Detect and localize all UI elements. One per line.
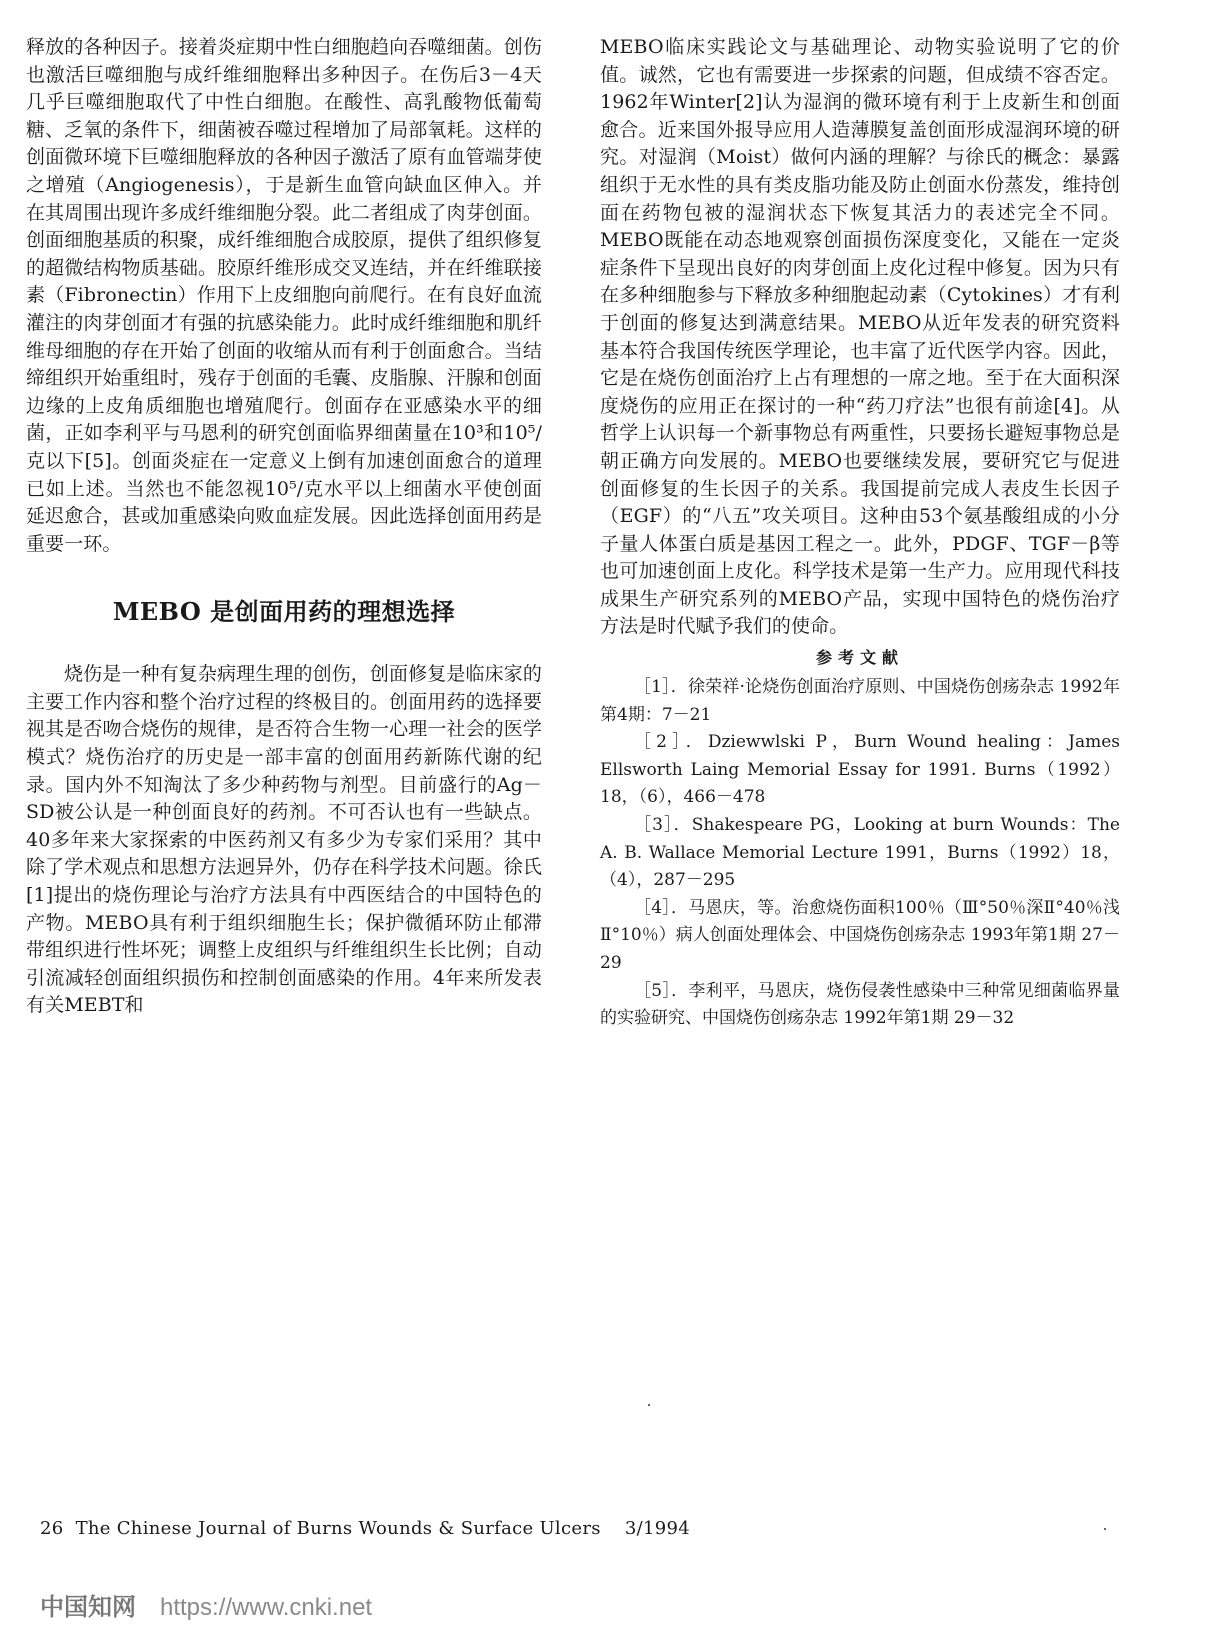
cnki-watermark [40,1587,372,1622]
issue-number: 3/1994 [624,1518,691,1539]
reference-item: ［3］．Shakespeare PG，Looking at burn Wounds：The A. B. Wallace Memorial Lecture 1991，Burns（1992）18，（4），287－295 [600,815,1120,891]
section-heading: MEBO 是创面用药的理想选择 [112,597,456,627]
watermark-brand: 中国知网 [40,1594,136,1621]
journal-name: The Chinese Journal of Burns Wounds & Surface Ulcers [75,1518,601,1539]
right-column [600,34,1120,1033]
left-column [26,34,542,1020]
scan-speck [648,1404,650,1406]
page-footer [40,1518,690,1539]
body-paragraph: 释放的各种因子。接着炎症期中性白细胞趋向吞噬细菌。创伤也激活巨噬细胞与成纤维细胞释出多种因子。在伤后3－4天几乎巨噬细胞取代了中性白细胞。在酸性、高乳酸物低葡萄糖、乏氧的条件下，细菌被吞噬过程增加了局部氧耗。这样的创面微环境下巨噬细胞释放的各种因子激活了原有血管端芽使之增殖（Angiogenesis），于是新生血管向缺血区伸入。并在其周围出现许多成纤维细胞分裂。此二者组成了肉芽创面。创面细胞基质的积聚，成纤维细胞合成胶原，提供了组织修复的超微结构物质基础。胶原纤维形成交叉连结，并在纤维联接素（Fibronectin）作用下上皮细胞向前爬行。在有良好血流灌注的肉芽创面才有强的抗感染能力。此时成纤维细胞和肌纤维母细胞的存在开始了创面的收缩从而有利于创面愈合。当结缔组织开始重组时，残存于创面的毛囊、皮脂腺、汗腺和创面边缘的上皮角质细胞也增殖爬行。创面存在亚感染水平的细菌，正如李利平与马恩利的研究创面临界细菌量在10³和10⁵/克以下[5]。创面炎症在一定意义上倒有加速创面愈合的道理已如上述。当然也不能忽视10⁵/克水平以上细菌水平使创面延迟愈合，甚或加重感染向败血症发展。因此选择创面用药是重要一环。 [26,36,542,555]
reference-item: ［1］．徐荣祥·论烧伤创面治疗原则、中国烧伤创疡杂志 1992年第4期：7－21 [600,677,1120,725]
reference-item: ［5］．李利平，马恩庆，烧伤侵袭性感染中三种常见细菌临界量的实验研究、中国烧伤创疡杂志 1992年第1期 29－32 [600,980,1120,1029]
reference-item: ［4］．马恩庆，等。治愈烧伤面积100％（Ⅲ°50％深Ⅱ°40％浅Ⅱ°10％）病人创面处理体会、中国烧伤创疡杂志 1993年第1期 27－29 [600,897,1120,973]
references-title: 参考文献 [815,648,904,668]
body-paragraph: 烧伤是一种有复杂病理生理的创伤，创面修复是临床家的主要工作内容和整个治疗过程的终极目的。创面用药的选择要视其是否吻合烧伤的规律，是否符合生物一心理一社会的医学模式？烧伤治疗的历史是一部丰富的创面用药新陈代谢的纪录。国内外不知淘汰了多少种药物与剂型。目前盛行的Ag－SD被公认是一种创面良好的药剂。不可否认也有一些缺点。40多年来大家探索的中医药剂又有多少为专家们采用？其中除了学术观点和思想方法迥异外，仍存在科学技术问题。徐氏[1]提出的烧伤理论与治疗方法具有中西医结合的中国特色的产物。MEBO具有利于组织细胞生长；保护微循环防止郁滞带组织进行性坏死；调整上皮组织与纤维组织生长比例；自动引流减轻创面组织损伤和控制创面感染的作用。4年来所发表有关MEBT和 [26,663,542,1017]
watermark-url: https://www.cnki.net [160,1594,373,1621]
page-number: 26 [40,1518,64,1539]
scan-speck [1104,1528,1106,1530]
body-paragraph: MEBO临床实践论文与基础理论、动物实验说明了它的价值。诚然，它也有需要进一步探索的问题，但成绩不容否定。1962年Winter[2]认为湿润的微环境有利于上皮新生和创面愈合。近来国外报导应用人造薄膜复盖创面形成湿润环境的研究。对湿润（Moist）做何内涵的理解？与徐氏的概念：暴露组织于无水性的具有类皮脂功能及防止创面水份蒸发，维持创面在药物包被的湿润状态下恢复其活力的表述完全不同。MEBO既能在动态地观察创面损伤深度变化，又能在一定炎症条件下呈现出良好的肉芽创面上皮化过程中修复。因为只有在多种细胞参与下释放多种细胞起动素（Cytokines）才有利于创面的修复达到满意结果。MEBO从近年发表的研究资料基本符合我国传统医学理论，也丰富了近代医学内容。因此，它是在烧伤创面治疗上占有理想的一席之地。至于在大面积深度烧伤的应用正在探讨的一种“药刀疗法”也很有前途[4]。从哲学上认识每一个新事物总有两重性，只要扬长避短事物总是朝正确方向发展的。MEBO也要继续发展，要研究它与促进创面修复的生长因子的关系。我国提前完成人表皮生长因子（EGF）的“八五”攻关项目。这种由53个氨基酸组成的小分子量人体蛋白质是基因工程之一。此外，PDGF、TGF－β等也可加速创面上皮化。科学技术是第一生产力。应用现代科技成果生产研究系列的MEBO产品，实现中国特色的烧伤治疗方法是时代赋予我们的使命。 [600,36,1120,638]
references-list [600,674,1120,1033]
reference-item: ［2］．Dziewwlski P，Burn Wound healing：James Ellsworth Laing Memorial Essay for 1991. Burns（1992）18，（6），466－478 [600,732,1120,808]
